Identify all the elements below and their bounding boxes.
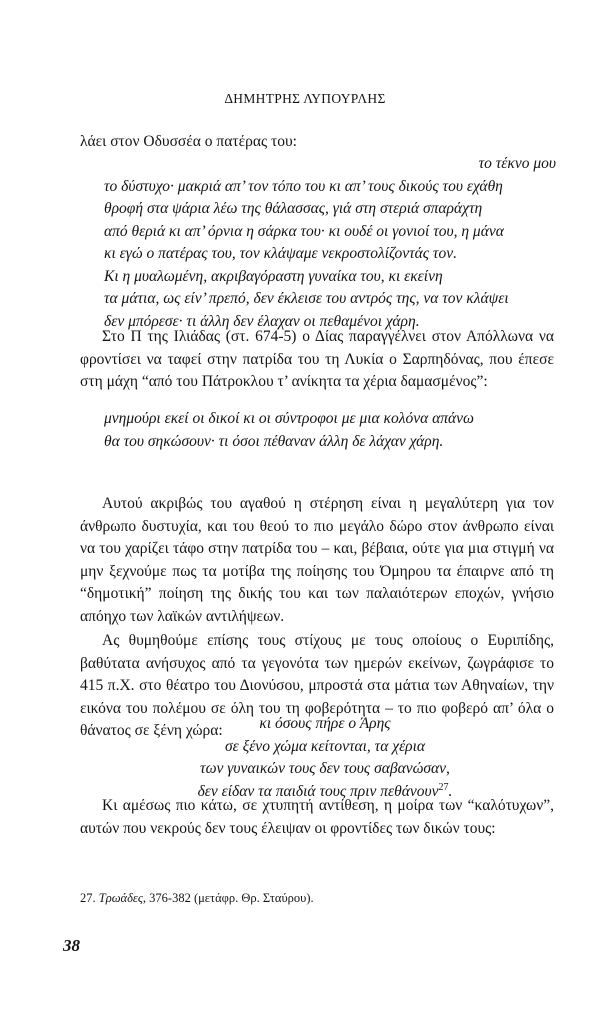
verse-line: δεν μπόρεσε· τι άλλη δεν έλαχαν οι πεθαμένοι χάρη. bbox=[104, 312, 420, 330]
footnote-text: , 376-382 (μετάφρ. Θρ. Σταύρου). bbox=[142, 891, 314, 905]
footnote-reference[interactable]: 27 bbox=[438, 781, 449, 793]
verse-line: κι όσους πήρε ο Άρης bbox=[259, 715, 391, 732]
verse-line: το τέκνο μου bbox=[478, 155, 556, 172]
verse-line: μνημούρι εκεί οι δικοί κι οι σύντροφοι με μια κολόνα απάνω bbox=[104, 410, 474, 427]
verse-line: κι εγώ ο πατέρας του, τον κλάψαμε νεκροστολίζοντάς τον. bbox=[104, 245, 457, 262]
footnote-number: 27. bbox=[80, 891, 96, 905]
paragraph-text: Αυτού ακριβώς του αγαθού η στέρηση είναι η μεγαλύτερη για τον άνθρωπο δυστυχία, και του θεού το πιο μεγάλο δώρο στον άνθρωπο είναι να του χαρίζει τάφο στην πατρίδα του – και, βέβαια, ούτε για μια στιγμή να μην ξεχνούμε πως τα μοτίβα της ποίησης του Όμηρου τα έπαιρνε από τη “δημοτική” ποίηση της δικής του και των παλαιότερων εποχών, γνήσιο απόηχο των λαϊκών αντιλήψεων. bbox=[80, 495, 554, 625]
page-number: 38 bbox=[63, 936, 80, 955]
paragraph-text: Στο Π της Ιλιάδας (στ. 674-5) ο Δίας παραγγέλνει στον Απόλλωνα να φροντίσει να ταφεί στην πατρίδα του τη Λυκία ο Σαρπηδόνας, που έπεσε στη μάχη “από του Πάτροκλου τ’ ανίκητα τα χέρια δαμασμένος”: bbox=[80, 328, 554, 390]
verse-line: σε ξένο χώμα κείτονται, τα χέρια bbox=[224, 737, 426, 755]
verse-line-with-note: δεν είδαν τα παιδιά τους πριν πεθάνουν$^{27}$. bbox=[197, 781, 453, 800]
verse-line: των γυναικών τους δεν τους σαβανώσαν, bbox=[200, 760, 450, 777]
verse-line: θα του σηκώσουν· τι όσοι πέθαναν άλλη δε λάχαν χάρη. bbox=[104, 432, 444, 450]
verse-line: θροφή στα ψάρια λέω της θάλασσας, γιά στη στεριά σπαράχτη bbox=[104, 200, 483, 217]
verse-quote-iliad bbox=[104, 408, 544, 453]
paragraph-text: Ας θυμηθούμε επίσης τους στίχους με τους οποίους ο Ευριπίδης, βαθύτατα ανήσυχος από τα γεγονότα των ημερών εκείνων, ζωγράφισε το 415 π.Χ. στο θέατρο του Διονύσου, μπροστά στα μάτια των Αθηναίων, την εικόνα του πολέμου σε όλη του τη φοβερότητα – το πιο φοβερό απ’ όλα ο θάνατος σε ξένη χώρα: bbox=[80, 632, 554, 739]
verse-line: το δύστυχο· μακριά απ’ τον τόπο του κι απ’ τους δικούς του εχάθη bbox=[104, 177, 503, 195]
running-header: ΔΗΜΗΤΡΗΣ ΛΥΠΟΥΡΛΗΣ bbox=[224, 91, 386, 106]
paragraph-fortunate bbox=[80, 795, 554, 840]
footnote-title: Τρωάδες bbox=[98, 891, 143, 905]
verse-line: από θεριά κι απ’ όρνια η σάρκα του· κι ουδέ οι γονιοί του, η μάνα bbox=[104, 222, 504, 240]
verse-line: Κι η μυαλωμένη, ακριβαγόραστη γυναίκα του, κι εκείνη bbox=[104, 267, 443, 285]
intro-line: λάει στον Οδυσσέα ο πατέρας του: bbox=[80, 133, 297, 150]
verse-quote-trojan-women bbox=[140, 713, 510, 803]
paragraph-iliad bbox=[80, 326, 554, 394]
paragraph-text: Κι αμέσως πιο κάτω, σε χτυπητή αντίθεση, η μοίρα των “καλότυχων”, αυτών που νεκρούς δεν τους έλειψαν οι φροντίδες των δικών τους: bbox=[80, 797, 554, 837]
verse-line: δεν είδαν τα παιδιά τους πριν πεθάνουν bbox=[197, 782, 439, 800]
paragraph-burial bbox=[80, 493, 554, 628]
verse-line: τα μάτια, ως είν’ πρεπό, δεν έκλεισε του αντρός της, να τον κλάψει bbox=[104, 290, 509, 307]
footnote bbox=[80, 890, 550, 906]
verse-quote-odyssey bbox=[104, 153, 558, 333]
